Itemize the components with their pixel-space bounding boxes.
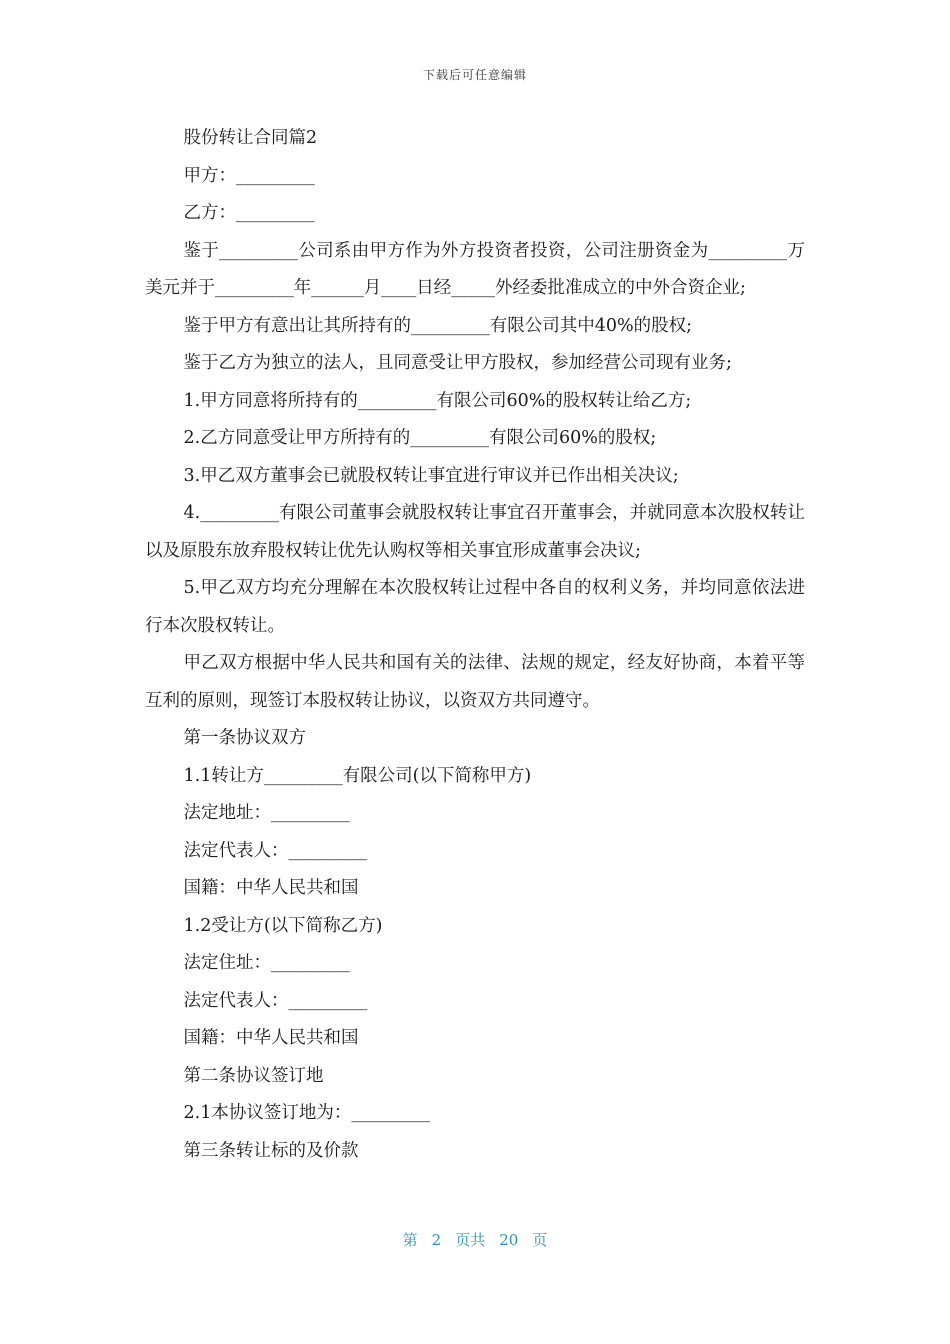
party-b-field: 乙方：_________ <box>183 203 315 223</box>
form-field: 法定代表人：_________ <box>183 990 368 1011</box>
clause-item: 1.1转让方_________有限公司(以下简称甲方) <box>183 765 532 786</box>
form-field: 国籍：中华人民共和国 <box>183 878 359 898</box>
clause-item: 5.甲乙双方均充分理解在本次股权转让过程中各自的权利义务，并均同意依法进行本次股权转让。 <box>145 578 805 636</box>
footer-suffix: 页 <box>532 1231 548 1249</box>
document-title: 股份转让合同篇2 <box>183 128 318 148</box>
document-body <box>145 120 805 1170</box>
clause-item: 3.甲乙双方董事会已就股权转让事宜进行审议并已作出相关决议; <box>183 465 679 486</box>
page-footer <box>0 1229 950 1250</box>
footer-prefix: 第 <box>402 1231 418 1249</box>
recital-paragraph: 鉴于乙方为独立的法人，且同意受让甲方股权，参加经营公司现有业务; <box>183 353 732 373</box>
form-field: 法定代表人：_________ <box>183 840 368 861</box>
article-heading: 第二条协议签订地 <box>183 1065 324 1086</box>
page-header: 下载后可任意编辑 <box>422 68 527 82</box>
form-field: 国籍：中华人民共和国 <box>183 1028 359 1048</box>
total-pages: 20 <box>499 1231 519 1249</box>
footer-middle: 页共 <box>455 1231 486 1249</box>
article-heading: 第三条转让标的及价款 <box>183 1140 359 1161</box>
recital-paragraph: 鉴于甲方有意出让其所持有的_________有限公司其中40%的股权; <box>183 315 693 336</box>
clause-item: 2.乙方同意受让甲方所持有的_________有限公司60%的股权; <box>183 428 657 448</box>
form-field: 法定住址：_________ <box>183 953 350 973</box>
page-number: 2 <box>431 1231 442 1249</box>
clause-item: 4._________有限公司董事会就股权转让事宜召开董事会，并就同意本次股权转让以及原股东放弃股权转让优先认购权等相关事宜形成董事会决议; <box>145 503 805 561</box>
clause-item: 2.1本协议签订地为：_________ <box>183 1103 431 1123</box>
clause-item: 1.甲方同意将所持有的_________有限公司60%的股权转让给乙方; <box>183 390 692 411</box>
form-field: 法定地址：_________ <box>183 803 350 823</box>
body-paragraph: 甲乙双方根据中华人民共和国有关的法律、法规的规定，经友好协商，本着平等互利的原则，现签订本股权转让协议，以资双方共同遵守。 <box>145 653 805 711</box>
article-heading: 第一条协议双方 <box>183 728 306 748</box>
party-a-field: 甲方：_________ <box>183 165 315 186</box>
recital-paragraph: 鉴于_________公司系由甲方作为外方投资者投资，公司注册资金为_________万美元并于_________年______月____日经_____外经委批准成立的中外合资企业; <box>145 240 805 298</box>
clause-item: 1.2受让方(以下简称乙方) <box>183 915 383 936</box>
